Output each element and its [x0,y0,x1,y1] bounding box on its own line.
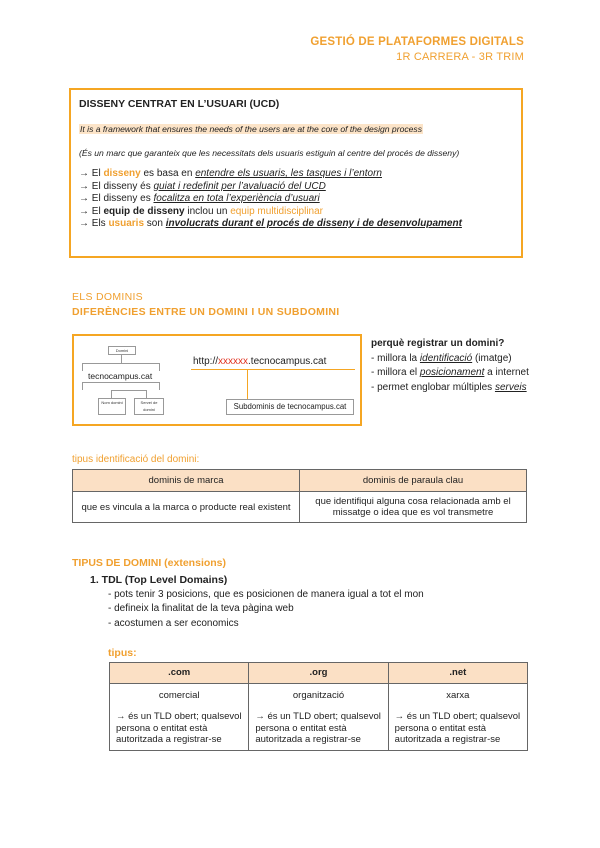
section-subtitle: DIFERÈNCIES ENTRE UN DOMINI I UN SUBDOMINI [72,306,340,318]
tld-header: .org [249,663,388,684]
tld-types-label: tipus: [108,647,137,659]
ucd-point-5: → Els usuaris son involucrats durant el procés de disseny i de desenvolupament [79,218,462,230]
ucd-english-definition: It is a framework that ensures the needs of the users are at the core of the design process [80,124,423,134]
ucd-box [69,88,523,258]
tld-table [109,662,528,751]
id-types-header: dominis de paraula clau [300,470,527,492]
ucd-points [79,168,513,231]
types-title: TIPUS DE DOMINI (extensions) [72,557,227,569]
why-register-domain [371,337,541,395]
ucd-point-4: → El equip de disseny inclou un equip multidisciplinar [79,205,324,217]
ucd-catalan-definition: (És un marc que garanteix que les necessitats dels usuaris estiguin al centre del procés de disseny) [79,148,460,158]
id-types-header: dominis de marca [73,470,300,492]
diagram-subdomain-label: Subdominis de tecnocampus.cat [226,399,354,415]
header-course: GESTIÓ DE PLATAFORMES DIGITALS [310,36,524,48]
tld-header: .com [110,663,249,684]
tld-cell: comercial → és un TLD obert; qualsevol persona o entitat està autoritzada a registrar-se [110,684,249,751]
ucd-title: DISSENY CENTRAT EN L’USUARI (UCD) [79,98,280,110]
diagram-url: http://xxxxxx.tecnocampus.cat [193,356,327,367]
tld-header: .net [388,663,527,684]
tld-cell: organització → és un TLD obert; qualsevol persona o entitat està autoritzada a registrar-se [249,684,388,751]
tld-bullet: - defineix la finalitat de la teva pàgina web [108,603,294,614]
domain-diagram [72,334,362,426]
tld-bullet: - acostumen a ser economics [108,618,239,629]
why-item-2: - millora el posicionament a internet [371,367,529,379]
tld-heading: 1. TDL (Top Level Domains) [90,574,228,586]
tld-cell: xarxa → és un TLD obert; qualsevol persona o entitat està autoritzada a registrar-se [388,684,527,751]
section-title: ELS DOMINIS [72,291,143,303]
id-types-cell: que es vincula a la marca o producte real existent [73,492,300,523]
diagram-child-name: Nom domini [98,398,126,415]
id-types-cell: que identifiqui alguna cosa relacionada amb el missatge o idea que es vol transmetre [300,492,527,523]
tld-bullet: - pots tenir 3 posicions, que es posicionen de manera igual a tot el mon [108,589,424,600]
why-item-3: - permet englobar múltiples serveis [371,381,527,393]
ucd-point-1: → El disseny es basa en entendre els usuaris, les tasques i l’entorn [79,168,382,179]
diagram-child-service: Servei de domini [134,398,164,415]
diagram-domain-name: tecnocampus.cat [88,371,153,381]
why-item-1: - millora la identificació (imatge) [371,352,512,364]
ucd-point-2: → El disseny és guiat i redefinit per l’avaluació del UCD [79,180,326,192]
why-question: perquè registrar un domini? [371,338,505,349]
ucd-point-3: → El disseny es focalitza en tota l’experiència d’usuari [79,193,320,205]
header-term: 1R CARRERA - 3R TRIM [396,51,524,63]
id-types-table [72,469,527,523]
diagram-domain-box: Domini [108,346,136,355]
id-types-label: tipus identificació del domini: [72,454,200,465]
